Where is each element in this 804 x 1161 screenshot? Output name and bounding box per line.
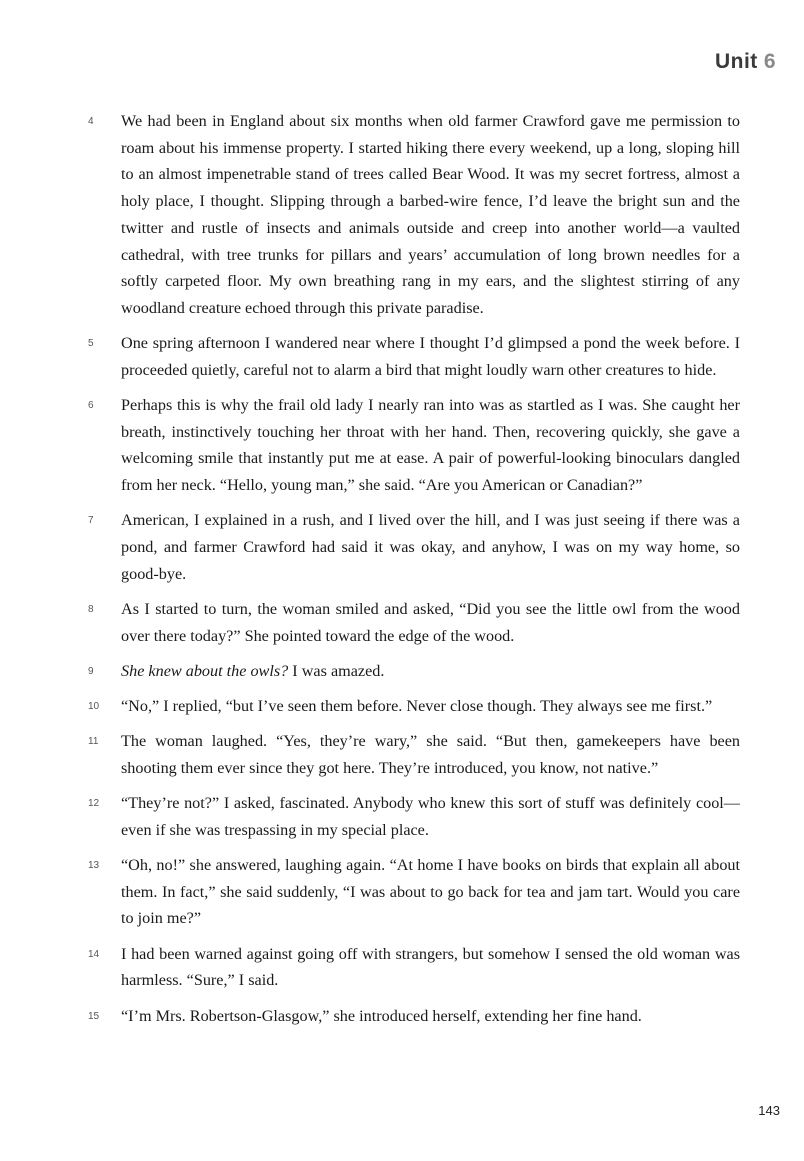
paragraph-text: We had been in England about six months when old farmer Crawford gave me permission to roam about his immense property. I started hiking there every weekend, up a long, sloping hill to an almost impenetrable stand of trees called Bear Wood. It was my secret fortress, almost a holy place, I thought. Slipping through a barbed-wire fence, I’d leave the bright sun and the twitter and rustle of insects and animals outside and creep into another world—a vaulted cathedral, with tree trunks for pillars and years’ accumulation of long brown needles for a softly carpeted floor. My own breathing rang in my ears, and the slightest stirring of any woodland creature echoed through this private paradise. <box>121 112 740 317</box>
paragraph-number: 11 <box>88 736 99 748</box>
paragraph-number: 8 <box>88 603 94 615</box>
paragraph-11 <box>0 728 804 781</box>
paragraph-number: 12 <box>88 798 100 810</box>
paragraph-text: American, I explained in a rush, and I lived over the hill, and I was just seeing if there was a pond, and farmer Crawford had said it was okay, and anyhow, I was on my way home, so good-bye. <box>121 511 740 583</box>
paragraph-text: “No,” I replied, “but I’ve seen them before. Never close though. They always see me first.” <box>121 697 713 716</box>
paragraph-13 <box>0 852 804 932</box>
paragraph-number: 9 <box>88 665 94 677</box>
paragraph-number: 4 <box>88 116 94 127</box>
paragraph-rest-text: I was amazed. <box>288 661 385 680</box>
paragraph-4 <box>0 108 804 322</box>
paragraph-5 <box>0 330 804 383</box>
paragraph-text: As I started to turn, the woman smiled and asked, “Did you see the little owl from the wood over there today?” She pointed toward the edge of the wood. <box>121 599 740 645</box>
paragraph-text: Perhaps this is why the frail old lady I nearly ran into was as startled as I was. She caught her breath, instinctively touching her throat with her hand. Then, recovering quickly, she gave a welcoming smile that instantly put me at ease. A pair of powerful-looking binoculars dangled from her neck. “Hello, young man,” she said. “Are you American or Canadian?” <box>121 396 740 495</box>
paragraph-number: 7 <box>88 515 94 527</box>
paragraph-italic-text: She knew about the owls? <box>121 661 289 680</box>
paragraph-text <box>121 662 384 680</box>
paragraph-text: One spring afternoon I wandered near where I thought I’d glimpsed a pond the week before. I proceeded quietly, careful not to alarm a bird that might loudly warn other creatures to hide. <box>121 334 740 379</box>
paragraph-text: “Oh, no!” she answered, laughing again. “At home I have books on birds that explain all about them. In fact,” she said suddenly, “I was about to go back for tea and jam tart. Would you care to join me?” <box>121 856 740 928</box>
paragraph-7 <box>0 507 804 587</box>
paragraph-number: 14 <box>88 948 100 960</box>
page-number: 143 <box>758 1103 780 1118</box>
paragraph-text: The woman laughed. “Yes, they’re wary,” she said. “But then, gamekeepers have been shooting them ever since they got here. They’re introduced, you know, not native.” <box>121 732 740 777</box>
paragraph-8 <box>0 596 804 649</box>
paragraph-14 <box>0 941 804 994</box>
unit-number: 6 <box>763 50 776 73</box>
paragraph-15 <box>0 1003 804 1030</box>
paragraph-number: 10 <box>88 701 100 713</box>
unit-header <box>715 50 776 74</box>
paragraph-text: “They’re not?” I asked, fascinated. Anybody who knew this sort of stuff was definitely cool—even if she was trespassing in my special place. <box>121 794 740 839</box>
paragraph-6 <box>0 392 804 499</box>
paragraph-text: “I’m Mrs. Robertson-Glasgow,” she introduced herself, extending her fine hand. <box>121 1006 642 1025</box>
paragraph-9 <box>0 658 804 685</box>
paragraph-text: I had been warned against going off with strangers, but somehow I sensed the old woman was harmless. “Sure,” I said. <box>121 944 740 990</box>
paragraph-number: 15 <box>88 1010 100 1022</box>
paragraph-number: 5 <box>88 338 94 350</box>
unit-label: Unit <box>714 50 758 73</box>
paragraph-12 <box>0 790 804 843</box>
paragraph-number: 13 <box>88 860 100 872</box>
article-body <box>0 108 804 1038</box>
paragraph-number: 6 <box>88 400 94 412</box>
paragraph-10 <box>0 693 804 720</box>
